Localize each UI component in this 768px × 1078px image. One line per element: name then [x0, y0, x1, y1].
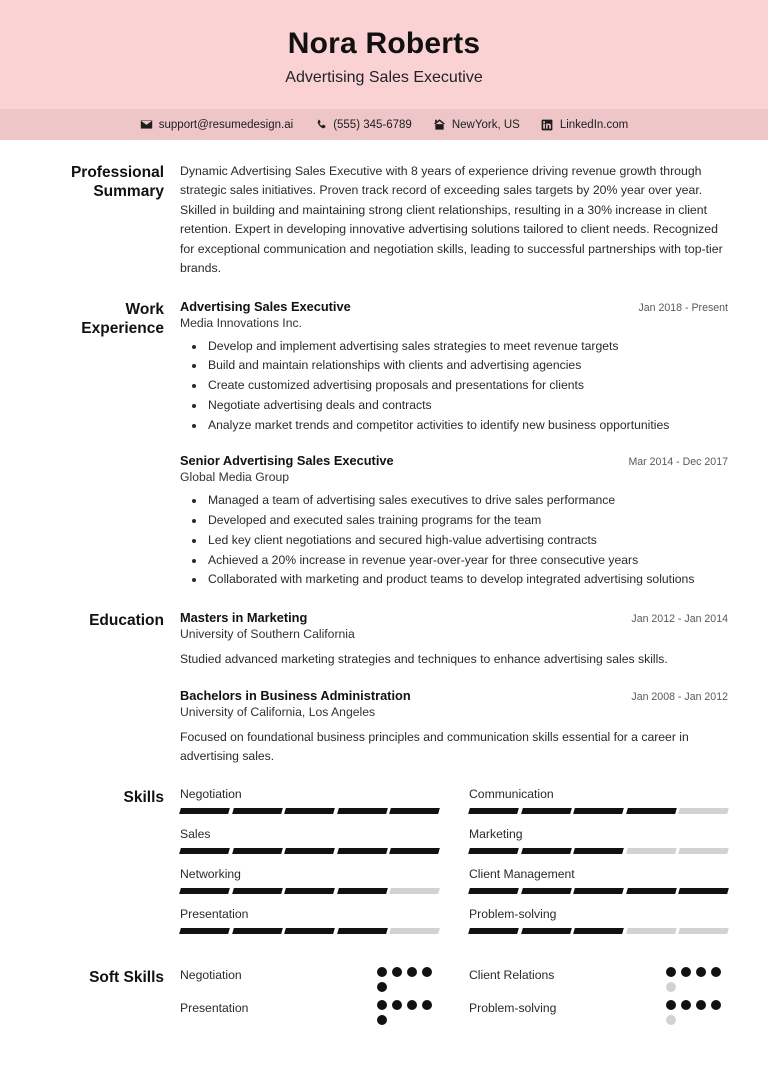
skill-level-bar — [469, 888, 728, 894]
skill-item — [180, 827, 439, 867]
skill-bar-segment — [390, 928, 440, 934]
skill-bar-segment — [468, 848, 518, 854]
soft-skill-item — [180, 1000, 439, 1025]
skill-item — [180, 867, 439, 907]
education-description: Studied advanced marketing strategies and techniques to enhance advertising sales skills. — [180, 652, 668, 667]
section-heading-soft-skills: Soft Skills — [89, 968, 164, 986]
education-entry — [180, 610, 728, 670]
skill-label: Networking — [180, 866, 241, 881]
contact-text: LinkedIn.com — [559, 118, 629, 131]
skill-bar-segment — [284, 888, 334, 894]
section-heading-education: Education — [89, 612, 164, 630]
list-item: • Build and maintain relationships with clients and advertising agencies — [206, 356, 728, 376]
section-education — [40, 610, 728, 767]
responsibility-list — [180, 337, 728, 436]
experience-entry — [180, 453, 728, 590]
rating-dot — [666, 1015, 676, 1025]
skill-bar-segment — [337, 848, 387, 854]
section-body-education — [180, 610, 728, 767]
contact-item-envelope[interactable] — [140, 118, 293, 131]
job-date-range: Jan 2018 - Present — [638, 301, 728, 314]
linkedin-icon — [541, 118, 554, 131]
rating-dot — [666, 1000, 676, 1010]
skill-bar-segment — [679, 888, 729, 894]
rating-dot — [681, 967, 691, 977]
rating-dot — [422, 967, 432, 977]
home-icon — [433, 118, 446, 131]
rating-dot — [681, 1000, 691, 1010]
employer-name: Global Media Group — [180, 470, 290, 485]
contact-text: support@resumedesign.ai — [158, 118, 294, 131]
section-soft-skills — [40, 967, 728, 1025]
rating-dot — [711, 967, 721, 977]
skill-item — [469, 867, 728, 907]
skill-level-bar — [469, 928, 728, 934]
skill-level-bar — [180, 928, 439, 934]
rating-dot — [666, 967, 676, 977]
skill-bar-segment — [179, 928, 229, 934]
skill-bar-segment — [573, 808, 623, 814]
phone-icon — [314, 118, 327, 131]
skill-bar-segment — [573, 848, 623, 854]
section-heading-summary: Professional Summary — [70, 164, 164, 201]
candidate-name: Nora Roberts — [287, 27, 481, 60]
skill-bar-segment — [679, 848, 729, 854]
section-professional-summary — [40, 162, 728, 279]
skill-bar-segment — [232, 888, 282, 894]
skill-bar-segment — [390, 888, 440, 894]
rating-dot — [407, 1000, 417, 1010]
rating-dot — [377, 1015, 387, 1025]
rating-dot — [422, 1000, 432, 1010]
rating-dot — [696, 1000, 706, 1010]
skill-bar-segment — [521, 848, 571, 854]
soft-skill-rating — [666, 967, 728, 992]
list-item: • Led key client negotiations and secured high-value advertising contracts — [206, 531, 728, 551]
skill-item — [469, 827, 728, 867]
rating-dot — [392, 1000, 402, 1010]
skill-bar-segment — [179, 848, 229, 854]
section-body-experience — [180, 299, 728, 591]
skill-bar-segment — [232, 928, 282, 934]
skill-label: Communication — [469, 786, 554, 801]
skill-label: Marketing — [469, 826, 523, 841]
list-item: • Collaborated with marketing and product teams to develop integrated advertising solutions — [206, 570, 728, 590]
skill-bar-segment — [626, 808, 676, 814]
soft-skill-item — [469, 1000, 728, 1025]
skill-bar-segment — [626, 928, 676, 934]
degree-title: Bachelors in Business Administration — [180, 687, 411, 703]
soft-skill-item — [469, 967, 728, 992]
skill-bar-segment — [573, 888, 623, 894]
education-date-range: Jan 2012 - Jan 2014 — [631, 613, 728, 626]
skill-item — [469, 787, 728, 827]
responsibility-list — [180, 491, 728, 590]
skill-bar-segment — [573, 928, 623, 934]
soft-skill-item — [180, 967, 439, 992]
soft-skill-label: Presentation — [180, 1000, 249, 1015]
rating-dot — [377, 982, 387, 992]
job-title: Advertising Sales Executive — [180, 298, 351, 314]
employer-name: Media Innovations Inc. — [180, 315, 302, 330]
job-title: Senior Advertising Sales Executive — [180, 453, 394, 469]
skill-bar-segment — [626, 888, 676, 894]
list-item: • Create customized advertising proposals and presentations for clients — [206, 376, 728, 396]
skill-label: Client Management — [469, 866, 575, 881]
skill-bar-segment — [468, 808, 518, 814]
skill-bar-segment — [468, 928, 518, 934]
soft-skill-label: Negotiation — [180, 967, 242, 982]
job-date-range: Mar 2014 - Dec 2017 — [628, 456, 728, 469]
skill-bar-segment — [390, 848, 440, 854]
entry-header — [180, 688, 728, 703]
skill-bar-segment — [521, 808, 571, 814]
contact-bar — [0, 109, 768, 140]
list-item: • Managed a team of advertising sales executives to drive sales performance — [206, 491, 728, 511]
skill-bar-segment — [337, 888, 387, 894]
skill-label: Negotiation — [180, 786, 242, 801]
soft-skill-label: Problem-solving — [469, 1000, 557, 1015]
entry-header — [180, 453, 728, 468]
section-skills — [40, 787, 728, 947]
resume-content — [0, 140, 768, 1025]
section-body-summary — [180, 162, 728, 279]
rating-dot — [392, 967, 402, 977]
soft-skills-grid — [180, 967, 728, 1025]
skill-level-bar — [180, 808, 439, 814]
contact-item-linkedin[interactable] — [541, 118, 628, 131]
skill-bar-segment — [179, 888, 229, 894]
rating-dot — [377, 967, 387, 977]
skill-bar-segment — [179, 808, 229, 814]
skill-bar-segment — [626, 848, 676, 854]
skill-level-bar — [469, 808, 728, 814]
skills-grid — [180, 787, 728, 947]
list-item: • Analyze market trends and competitor activities to identify new business opportunities — [206, 416, 728, 436]
skill-level-bar — [469, 848, 728, 854]
entry-header — [180, 610, 728, 625]
skill-bar-segment — [521, 928, 571, 934]
institution-name: University of California, Los Angeles — [180, 704, 376, 719]
skill-bar-segment — [284, 808, 334, 814]
education-entry — [180, 688, 728, 767]
skill-item — [180, 787, 439, 827]
skill-bar-segment — [521, 888, 571, 894]
experience-entry — [180, 299, 728, 436]
skill-bar-segment — [232, 808, 282, 814]
section-heading-experience: Work Experience — [81, 300, 164, 337]
contact-item-phone[interactable] — [314, 118, 412, 131]
skill-item — [180, 907, 439, 947]
skill-bar-segment — [679, 808, 729, 814]
rating-dot — [407, 967, 417, 977]
contact-text: NewYork, US — [451, 118, 520, 131]
education-date-range: Jan 2008 - Jan 2012 — [631, 690, 728, 703]
skill-bar-segment — [679, 928, 729, 934]
rating-dot — [377, 1000, 387, 1010]
contact-item-home[interactable] — [433, 118, 520, 131]
soft-skill-rating — [377, 1000, 439, 1025]
soft-skill-label: Client Relations — [469, 967, 555, 982]
list-item: • Develop and implement advertising sales strategies to meet revenue targets — [206, 337, 728, 357]
degree-title: Masters in Marketing — [180, 610, 308, 626]
skill-bar-segment — [390, 808, 440, 814]
skill-label: Problem-solving — [469, 906, 557, 921]
education-description: Focused on foundational business principles and communication skills essential for a career in advertising sales. — [180, 729, 689, 764]
soft-skill-rating — [666, 1000, 728, 1025]
summary-text: Dynamic Advertising Sales Executive with 8 years of experience driving revenue growth through strategic sales initiatives. Proven track record of exceeding sales targets by 20% year over year. Skilled in building and maintaining strong client relationships, resulting in a 30% increase in client retention. Expert in developing innovative advertising solutions tailored to client needs. Recognized for exceptional communication and negotiation skills, leading to successful partnerships with top-tier brands. — [180, 164, 723, 276]
rating-dot — [666, 982, 676, 992]
skill-bar-segment — [337, 808, 387, 814]
skill-level-bar — [180, 848, 439, 854]
skill-bar-segment — [284, 928, 334, 934]
skill-bar-segment — [337, 928, 387, 934]
soft-skill-rating — [377, 967, 439, 992]
entry-header — [180, 299, 728, 314]
list-item: • Achieved a 20% increase in revenue year-over-year for three consecutive years — [206, 551, 728, 571]
list-item: • Negotiate advertising deals and contracts — [206, 396, 728, 416]
section-work-experience — [40, 299, 728, 591]
section-body-soft-skills — [180, 967, 728, 1025]
skill-bar-segment — [468, 888, 518, 894]
institution-name: University of Southern California — [180, 627, 355, 642]
section-heading-skills: Skills — [123, 788, 164, 806]
list-item: • Developed and executed sales training programs for the team — [206, 511, 728, 531]
skill-label: Presentation — [180, 906, 249, 921]
rating-dot — [711, 1000, 721, 1010]
rating-dot — [696, 967, 706, 977]
candidate-role: Advertising Sales Executive — [285, 69, 483, 86]
skill-item — [469, 907, 728, 947]
envelope-icon — [140, 118, 153, 131]
skill-level-bar — [180, 888, 439, 894]
skill-label: Sales — [180, 826, 211, 841]
skill-bar-segment — [284, 848, 334, 854]
section-body-skills — [180, 787, 728, 947]
skill-bar-segment — [232, 848, 282, 854]
contact-text: (555) 345-6789 — [333, 118, 412, 131]
resume-header — [0, 0, 768, 109]
